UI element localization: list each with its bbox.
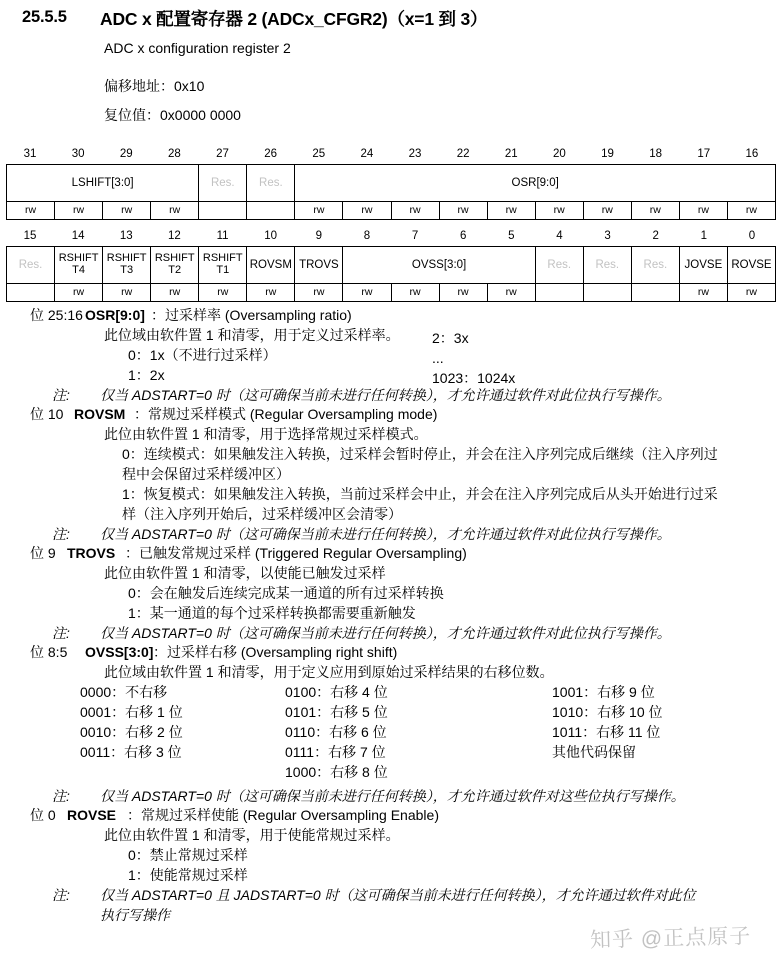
access-cell-empty [535,284,583,302]
field-name-row-low [7,247,776,284]
field-ovss-option-columns [0,682,782,786]
note-label: 注: [52,887,70,903]
bit-number: 30 [71,148,85,160]
bit-number-row-high [6,144,776,164]
field-rovsm-heading [0,405,782,424]
field-rovse-note [0,885,700,925]
field-ovss-body: 此位域由软件置 1 和清零，用于定义应用到原始过采样结果的右移位数。 [104,664,554,680]
access-cell-rw: rw [295,284,343,302]
field-ovss-options-column1 [80,682,183,762]
access-cell-empty [7,284,55,302]
register-field-reserved: Res. [631,247,679,284]
register-field-reserved: Res. [583,247,631,284]
register-table-high [6,164,776,220]
field-ovss-option-0111: 0111：右移 7 位 [285,744,386,760]
field-osr-name: OSR[9:0] [85,307,145,323]
bit-number: 11 [216,230,229,242]
field-osr-option-ellipsis: ... [432,350,444,366]
register-field-trovs: TROVS [295,247,343,284]
section-header [0,6,782,36]
field-rovse-option-0: 0：禁止常规过采样 [128,847,248,863]
access-row-low [7,284,776,302]
field-osr-heading [0,306,782,325]
note-label: 注: [52,788,70,804]
register-table-low [6,246,776,302]
watermark: 知乎 @正点原子 [589,924,752,953]
reset-value-line: 复位值：0x0000 0000 [104,107,241,123]
register-field-rshiftt2: RSHIFT T2 [151,247,199,284]
bit-number: 0 [748,230,756,242]
field-rovse [0,806,782,925]
bit-number: 22 [456,148,470,160]
field-osr-option-1: 1：2x [128,367,165,383]
field-trovs [0,544,782,643]
field-trovs-note [0,623,782,643]
field-rovsm-body: 此位由软件置 1 和清零，用于选择常规过采样模式。 [104,426,428,442]
bit-number: 12 [168,230,181,242]
bit-number: 19 [601,148,614,160]
register-field-reserved: Res. [247,165,295,202]
access-cell-rw: rw [439,284,487,302]
bit-number: 25 [312,148,326,160]
access-cell-rw: rw [295,202,343,220]
bit-number: 15 [23,230,37,242]
bit-number: 7 [411,230,419,242]
access-cell-rw: rw [679,202,727,220]
access-cell-rw: rw [391,202,439,220]
field-trovs-option-0: 0：会在触发后连续完成某一通道的所有过采样转换 [128,585,444,601]
field-osr-option-2: 2：3x [432,330,469,346]
field-rovsm-desc: ：常规过采样模式 (Regular Oversampling mode) [134,406,438,422]
bit-number: 29 [119,148,133,160]
access-cell-rw: rw [583,202,631,220]
register-field-rshiftt4: RSHIFT T4 [55,247,103,284]
note-label: 注: [52,387,70,403]
field-ovss-heading [0,643,782,662]
access-cell-rw: rw [343,284,391,302]
access-cell-empty [199,202,247,220]
field-trovs-desc: ：已触发常规过采样 (Triggered Regular Oversampling) [125,545,467,561]
note-label: 注: [52,625,70,641]
register-field-reserved: Res. [199,165,247,202]
field-ovss [0,643,782,806]
field-rovsm-bits: 位 10 [30,406,64,422]
access-cell-rw: rw [7,202,55,220]
bit-number: 24 [360,148,374,160]
access-cell-rw: rw [535,202,583,220]
field-ovss-options-column2 [285,682,388,782]
register-bitmap-low [6,226,776,302]
access-cell-rw: rw [439,202,487,220]
field-rovsm-option-1: 1：恢复模式：如果触发注入转换，当前过采样会中止，并会在注入序列完成后从头开始进行过采样（注入序列开始后，过采样缓冲区会清零） [122,486,718,522]
access-cell-rw: rw [679,284,727,302]
field-ovss-option-1011: 1011：右移 11 位 [552,724,661,740]
register-field-osr90: OSR[9:0] [295,165,776,202]
offset-address-line: 偏移地址：0x10 [104,78,205,94]
field-ovss-bits: 位 8:5 [30,644,68,660]
field-trovs-name: TROVS [67,545,116,561]
field-osr-option-1023: 1023：1024x [432,370,516,386]
access-cell-rw: rw [487,284,535,302]
field-rovsm-option-0: 0：连续模式：如果触发注入转换，过采样会暂时停止，并会在注入序列完成后继续（注入序列过程中会保留过采样缓冲区） [122,446,718,482]
field-ovss-note [0,786,782,806]
field-ovss-desc: ：过采样右移 (Oversampling right shift) [153,644,398,660]
access-cell-rw: rw [247,284,295,302]
register-field-reserved: Res. [7,247,55,284]
bit-number: 16 [745,148,759,160]
bit-number: 26 [264,148,278,160]
note-text: 仅当 ADSTART=0 时（这可确保当前未进行任何转换），才允许通过软件对此位执行写操作。 [100,387,671,403]
bit-number: 13 [119,230,133,242]
field-rovsm [0,405,782,544]
register-field-rovsm: ROVSM [247,247,295,284]
field-osr-note [0,385,782,405]
field-osr-option-0: 0：1x（不进行过采样） [128,347,277,363]
bit-number: 4 [556,230,563,242]
register-field-reserved: Res. [535,247,583,284]
bit-number: 8 [363,230,371,242]
field-ovss-option-1001: 1001：右移 9 位 [552,684,655,700]
field-rovse-desc: ：常规过采样使能 (Regular Oversampling Enable) [127,807,439,823]
access-cell-rw: rw [151,284,199,302]
field-ovss-option-0100: 0100：右移 4 位 [285,684,388,700]
note-text: 仅当 ADSTART=0 时（这可确保当前未进行任何转换），才允许通过软件对此位执行写操作。 [100,526,671,542]
bit-number: 9 [315,230,323,242]
access-cell-empty [583,284,631,302]
access-cell-rw: rw [151,202,199,220]
bit-number: 14 [71,230,85,242]
field-trovs-bits: 位 9 [30,545,56,561]
field-osr-bits: 位 25:16 [30,307,83,323]
field-ovss-option-0110: 0110：右移 6 位 [285,724,387,740]
bit-number: 23 [408,148,422,160]
field-trovs-heading [0,544,782,563]
field-rovse-body: 此位由软件置 1 和清零，用于使能常规过采样。 [104,827,400,843]
note-text: 仅当 ADSTART=0 时（这可确保当前未进行任何转换），才允许通过软件对此位执行写操作。 [100,625,671,641]
field-trovs-body: 此位由软件置 1 和清零，以使能已触发过采样 [104,565,386,581]
bit-number: 2 [652,230,659,242]
field-rovse-option-1: 1：使能常规过采样 [128,867,248,883]
bit-number: 6 [459,230,467,242]
field-trovs-option-1: 1：某一通道的每个过采样转换都需要重新触发 [128,605,416,621]
field-rovse-heading [0,806,782,825]
field-ovss-option-1000: 1000：右移 8 位 [285,764,388,780]
bit-number: 31 [23,148,37,160]
access-cell-rw: rw [727,202,775,220]
bit-number: 5 [508,230,515,242]
field-rovsm-note [0,524,782,544]
field-osr [0,306,782,405]
page-title: ADC x 配置寄存器 2 (ADCx_CFGR2)（x=1 到 3） [100,9,488,29]
bit-number: 28 [168,148,181,160]
register-field-ovss30: OVSS[3:0] [343,247,535,284]
bit-number: 1 [700,230,708,242]
access-cell-rw: rw [631,202,679,220]
access-cell-rw: rw [199,284,247,302]
bit-number: 3 [604,230,611,242]
bit-number: 20 [553,148,566,160]
access-cell-rw: rw [727,284,775,302]
field-name-row-high [7,165,776,202]
field-descriptions [0,306,782,925]
register-field-rshiftt1: RSHIFT T1 [199,247,247,284]
access-cell-empty [247,202,295,220]
field-rovse-bits: 位 0 [30,807,56,823]
bit-number-row-low [6,226,776,246]
field-osr-options-column2 [432,328,515,388]
field-ovss-name: OVSS[3:0] [85,644,154,660]
access-cell-rw: rw [103,202,151,220]
note-label: 注: [52,526,70,542]
access-cell-rw: rw [103,284,151,302]
access-cell-rw: rw [343,202,391,220]
register-field-lshift30: LSHIFT[3:0] [7,165,199,202]
field-rovse-name: ROVSE [67,807,117,823]
field-osr-body: 此位域由软件置 1 和清零，用于定义过采样率。 [104,327,400,343]
section-number: 25.5.5 [22,8,67,26]
register-field-rovse: ROVSE [727,247,775,284]
bit-number: 27 [216,148,229,160]
english-title: ADC x configuration register 2 [104,40,291,56]
field-ovss-option-0011: 0011：右移 3 位 [80,744,182,760]
bit-number: 21 [504,148,518,160]
access-cell-rw: rw [55,202,103,220]
register-bitmap-high [6,144,776,220]
note-text: 仅当 ADSTART=0 时（这可确保当前未进行任何转换），才允许通过软件对这些位执行写操作。 [100,788,685,804]
field-ovss-option-reserved: 其他代码保留 [552,744,636,760]
field-osr-desc: ：过采样率 (Oversampling ratio) [151,307,352,323]
access-cell-rw: rw [391,284,439,302]
bit-number: 10 [264,230,278,242]
register-field-jovse: JOVSE [679,247,727,284]
field-ovss-option-0000: 0000：不右移 [80,684,168,700]
access-cell-rw: rw [487,202,535,220]
access-cell-empty [631,284,679,302]
access-cell-rw: rw [55,284,103,302]
register-field-rshiftt3: RSHIFT T3 [103,247,151,284]
field-ovss-options-column3 [552,682,663,762]
field-ovss-option-0010: 0010：右移 2 位 [80,724,183,740]
bit-number: 18 [649,148,663,160]
field-rovsm-name: ROVSM [74,406,126,422]
access-row-high [7,202,776,220]
note-text: 仅当 ADSTART=0 且 JADSTART=0 时（这可确保当前未进行任何转换），才允许通过软件对此位执行写操作 [100,887,696,923]
field-ovss-option-1010: 1010：右移 10 位 [552,704,663,720]
field-ovss-option-0001: 0001：右移 1 位 [80,704,183,720]
bit-number: 17 [697,148,711,160]
field-ovss-option-0101: 0101：右移 5 位 [285,704,388,720]
